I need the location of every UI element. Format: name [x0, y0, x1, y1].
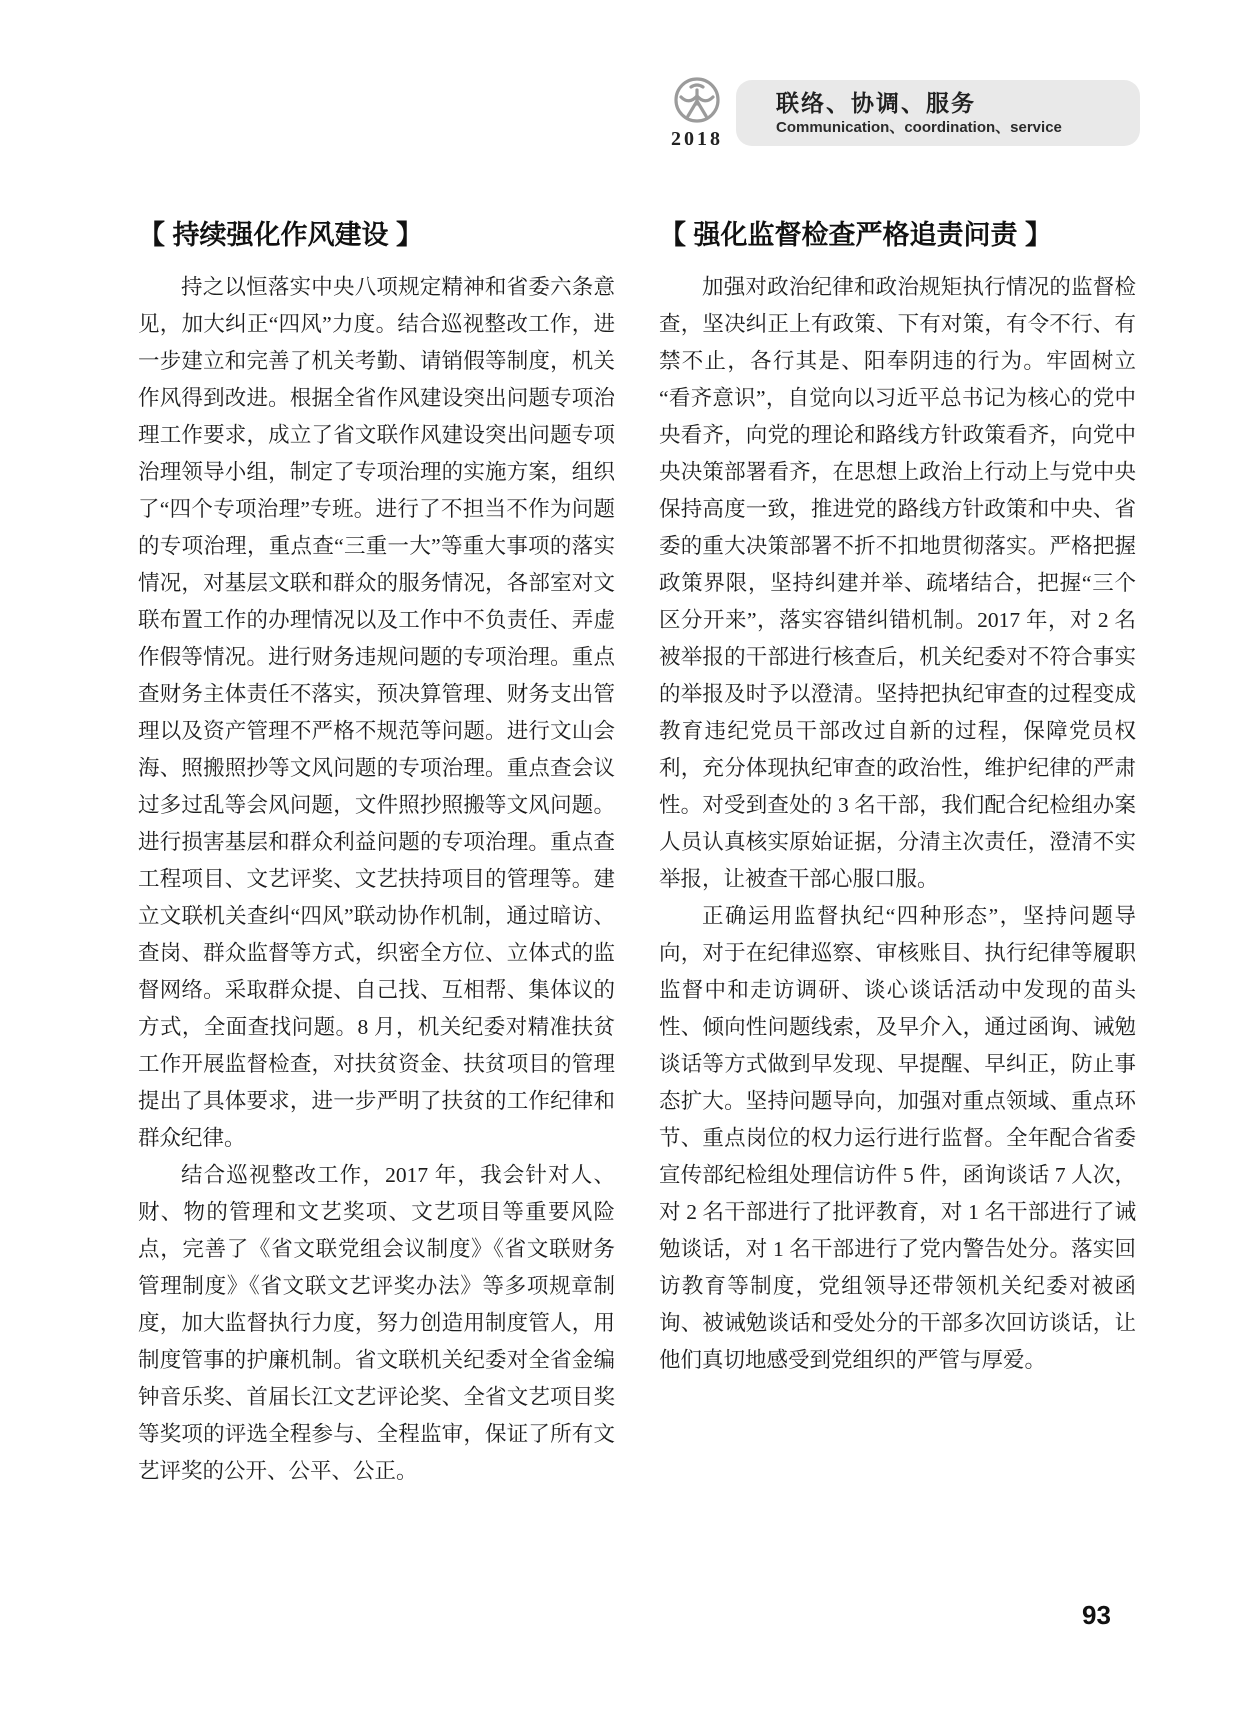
left-column [138, 220, 615, 1490]
header-banner [736, 80, 1140, 146]
logo-year: 2018 [671, 128, 723, 150]
paragraph: 结合巡视整改工作，2017 年，我会针对人、财、物的管理和文艺奖项、文艺项目等重要风险点，完善了《省文联党组会议制度》《省文联财务管理制度》《省文联文艺评奖办法》等多项规章制度，加大监督执行力度，努力创造用制度管人，用制度管事的护廉机制。省文联机关纪委对全省金编钟音乐奖、首届长江文艺评论奖、全省文艺项目奖等奖项的评选全程参与、全程监审，保证了所有文艺评奖的公开、公平、公正。 [138, 1163, 615, 1483]
logo-block [662, 76, 732, 151]
paragraph: 正确运用监督执纪“四种形态”，坚持问题导向，对于在纪律巡察、审核账目、执行纪律等履职监督中和走访调研、谈心谈话活动中发现的苗头性、倾向性问题线索，及早介入，通过函询、诫勉谈话等方式做到早发现、早提醒、早纠正，防止事态扩大。坚持问题导向，加强对重点领域、重点环节、重点岗位的权力运行进行监督。全年配合省委宣传部纪检组处理信访件 5 件，函询谈话 7 人次，对 2 名干部进行了批评教育，对 1 名干部进行了诫勉谈话，对 1 名干部进行了党内警告处分。落实回访教育等制度，党组领导还带领机关纪委对被函询、被诫勉谈话和受处分的干部多次回访谈话，让他们真切地感受到党组织的严管与厚爱。 [659, 904, 1136, 1372]
paragraph: 持之以恒落实中央八项规定精神和省委六条意见，加大纠正“四风”力度。结合巡视整改工作，进一步建立和完善了机关考勤、请销假等制度，机关作风得到改进。根据全省作风建设突出问题专项治理工作要求，成立了省文联作风建设突出问题专项治理领导小组，制定了专项治理的实施方案，组织了“四个专项治理”专班。进行了不担当不作为问题的专项治理，重点查“三重一大”等重大事项的落实情况，对基层文联和群众的服务情况，各部室对文联布置工作的办理情况以及工作中不负责任、弄虚作假等情况。进行财务违规问题的专项治理。重点查财务主体责任不落实，预决算管理、财务支出管理以及资产管理不严格不规范等问题。进行文山会海、照搬照抄等文风问题的专项治理。重点查会议过多过乱等会风问题，文件照抄照搬等文风问题。进行损害基层和群众利益问题的专项治理。重点查工程项目、文艺评奖、文艺扶持项目的管理等。建立文联机关查纠“四风”联动协作机制，通过暗访、查岗、群众监督等方式，织密全方位、立体式的监督网络。采取群众提、自己找、互相帮、集体议的方式，全面查找问题。8 月，机关纪委对精准扶贫工作开展监督检查，对扶贫资金、扶贫项目的管理提出了具体要求，进一步严明了扶贫的工作纪律和群众纪律。 [138, 275, 615, 1150]
banner-title-cn: 联络、协调、服务 [776, 90, 976, 116]
section-heading-work-style: 【 持续强化作风建设 】 [138, 220, 424, 250]
section-heading-supervision: 【 强化监督检查严格追责问责 】 [659, 220, 1053, 250]
two-column-body [138, 220, 1136, 1490]
banner-subtitle-en: Communication、coordination、service [776, 119, 1062, 136]
paragraph: 加强对政治纪律和政治规矩执行情况的监督检查，坚决纠正上有政策、下有对策，有令不行、有禁不止，各行其是、阳奉阴违的行为。牢固树立“看齐意识”，自觉向以习近平总书记为核心的党中央看齐，向党的理论和路线方针政策看齐，向党中央决策部署看齐，在思想上政治上行动上与党中央保持高度一致，推进党的路线方针政策和中央、省委的重大决策部署不折不扣地贯彻落实。严格把握政策界限，坚持纠建并举、疏堵结合，把握“三个区分开来”，落实容错纠错机制。2017 年，对 2 名被举报的干部进行核查后，机关纪委对不符合事实的举报及时予以澄清。坚持把执纪审查的过程变成教育违纪党员干部改过自新的过程，保障党员权利，充分体现执纪审查的政治性，维护纪律的严肃性。对受到查处的 3 名干部，我们配合纪检组办案人员认真核实原始证据，分清主次责任，澄清不实举报，让被查干部心服口服。 [659, 275, 1136, 891]
wenlian-emblem-icon [673, 76, 721, 124]
page-number: 93 [1082, 1600, 1111, 1630]
right-column [659, 220, 1136, 1490]
